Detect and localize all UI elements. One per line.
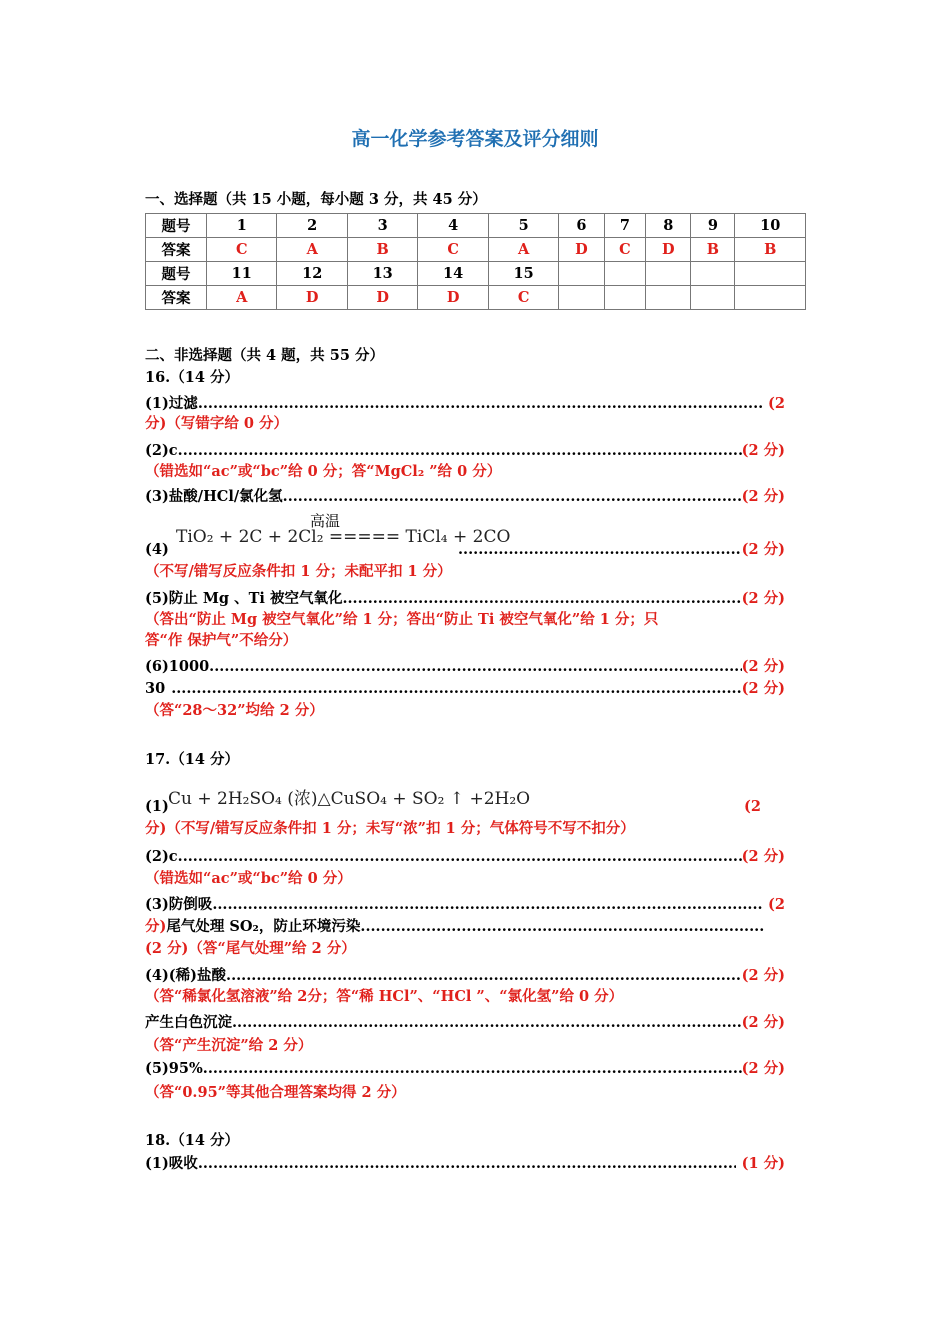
score: (2 分)	[741, 680, 785, 697]
leader-dots	[171, 679, 741, 699]
q17-answer-5-note: （答“0.95”等其他合理答案均得 2 分）	[145, 1084, 406, 1101]
answer-cell: A	[488, 238, 558, 262]
q16-answer-5-note: （答出“防止 Mg 被空气氧化”给 1 分；答出“防止 Ti 被空气氧化”给 1 分；只	[145, 611, 659, 628]
q17-answer-1	[145, 797, 785, 817]
q16-heading: 16.（14 分）	[145, 369, 239, 386]
table-row-answers-2	[146, 286, 806, 310]
answer-table	[145, 213, 806, 310]
q16-answer-5-note-2: 答“作 保护气”不给分）	[145, 632, 298, 649]
score: (2	[744, 798, 761, 815]
q17-answer-4-note: （答“稀氯化氢溶液”给 2分；答“稀 HCl”、“HCl ”、“氯化氢”给 0 分）	[145, 988, 624, 1005]
q18-answer-1	[145, 1154, 785, 1174]
q17-answer-4b	[145, 1013, 785, 1033]
q16-answer-3	[145, 487, 785, 507]
answer-cell: D	[418, 286, 488, 310]
table-cell	[735, 262, 806, 286]
score: (2 分)	[741, 488, 785, 505]
table-cell	[604, 286, 646, 310]
answer-text: (1)	[145, 798, 169, 815]
answer-cell: D	[347, 286, 417, 310]
table-cell: 7	[604, 214, 646, 238]
table-cell: 6	[559, 214, 604, 238]
leader-dots	[198, 1154, 736, 1174]
answer-cell: B	[347, 238, 417, 262]
q16-answer-6-note: （答“28～32”均给 2 分）	[145, 702, 324, 719]
table-cell: 4	[418, 214, 488, 238]
q16-answer-5	[145, 589, 785, 609]
answer-cell: D	[646, 238, 691, 262]
table-cell: 10	[735, 214, 806, 238]
q16-answer-6b	[145, 679, 785, 699]
answer-text: (3)盐酸/HCl/氯化氢	[145, 488, 283, 505]
score: (2 分)	[741, 967, 785, 984]
q17-answer-4b-note: （答“产生沉淀”给 2 分）	[145, 1037, 313, 1054]
q17-heading: 17.（14 分）	[145, 751, 239, 768]
answer-text: (3)防倒吸	[145, 896, 213, 913]
answer-text: (1)过滤	[145, 395, 198, 412]
q16-answer-4-note: （不写/错写反应条件扣 1 分；未配平扣 1 分）	[145, 563, 452, 580]
answer-cell: D	[559, 238, 604, 262]
score: (2	[768, 395, 785, 412]
table-cell: 12	[277, 262, 347, 286]
q16-answer-1	[145, 394, 785, 414]
q17-answer-5	[145, 1059, 785, 1079]
leader-dots	[203, 1059, 742, 1079]
leader-dots	[178, 847, 742, 867]
q16-answer-1-note: 分)（写错字给 0 分）	[145, 415, 289, 432]
answer-cell: C	[604, 238, 646, 262]
answer-text: (2)c	[145, 442, 178, 459]
answer-text: (4)(稀)盐酸	[145, 967, 227, 984]
leader-dots	[178, 441, 742, 461]
answer-cell: D	[277, 286, 347, 310]
q16-equation: TiO₂ + 2C + 2Cl₂ ===== TiCl₄ + 2CO	[176, 527, 511, 547]
page-title: 高一化学参考答案及评分细则	[351, 128, 599, 150]
q16-answer-6a	[145, 657, 785, 677]
table-row-answers-1	[146, 238, 806, 262]
answer-text: 尾气处理 SO₂，防止环境污染	[166, 918, 361, 935]
score: (1 分)	[741, 1155, 785, 1172]
score: (2 分)	[741, 590, 785, 607]
table-cell: 13	[347, 262, 417, 286]
table-cell: 8	[646, 214, 691, 238]
reaction-condition: 高温	[310, 512, 341, 530]
answer-cell: C	[207, 238, 277, 262]
answer-cell: A	[277, 238, 347, 262]
q17-answer-3-note: (2 分)（答“尾气处理”给 2 分）	[145, 940, 356, 957]
q17-answer-3	[145, 895, 785, 915]
score: (2 分)	[741, 541, 785, 558]
table-row-questions-1	[146, 214, 806, 238]
table-cell: 5	[488, 214, 558, 238]
answer-text: (4)	[145, 541, 169, 558]
table-cell	[604, 262, 646, 286]
leader-dots	[232, 1013, 742, 1033]
table-cell: 15	[488, 262, 558, 286]
table-cell	[559, 286, 604, 310]
answer-text: 产生白色沉淀	[145, 1014, 232, 1031]
table-row-questions-2	[146, 262, 806, 286]
q18-heading: 18.（14 分）	[145, 1132, 239, 1149]
score: (2 分)	[741, 658, 785, 675]
table-cell: 2	[277, 214, 347, 238]
score: (2 分)	[741, 1060, 785, 1077]
leader-dots	[226, 966, 742, 986]
q17-answer-3-line2	[145, 917, 765, 937]
score: (2 分)	[741, 442, 785, 459]
answer-text: (6)1000	[145, 658, 210, 675]
q16-answer-4-score	[458, 540, 785, 560]
section2-heading: 二、非选择题（共 4 题，共 55 分）	[145, 347, 384, 364]
table-cell	[691, 286, 735, 310]
leader-dots	[198, 394, 762, 414]
table-cell: 9	[691, 214, 735, 238]
table-cell	[691, 262, 735, 286]
table-cell: 1	[207, 214, 277, 238]
answer-cell: A	[207, 286, 277, 310]
table-cell	[735, 286, 806, 310]
answer-cell: C	[488, 286, 558, 310]
answer-text: 30	[145, 680, 166, 697]
leader-dots	[283, 487, 742, 507]
table-cell: 14	[418, 262, 488, 286]
answer-text: (2)c	[145, 848, 178, 865]
score: (2 分)	[741, 848, 785, 865]
score: (2	[768, 896, 785, 913]
answer-cell: C	[418, 238, 488, 262]
leader-dots	[342, 589, 741, 609]
q17-answer-2-note: （错选如“ac”或“bc”给 0 分）	[145, 870, 352, 887]
answer-text: (1)吸收	[145, 1155, 198, 1172]
leader-dots	[458, 540, 742, 560]
answer-text: (5)防止 Mg 、Ti 被空气氧化	[145, 590, 343, 607]
row-label: 答案	[146, 238, 207, 262]
answer-cell: B	[735, 238, 806, 262]
answer-text: (5)95%	[145, 1060, 203, 1077]
answer-cell: B	[691, 238, 735, 262]
leader-dots	[360, 917, 765, 937]
row-label: 题号	[146, 214, 207, 238]
q16-answer-2	[145, 441, 785, 461]
leader-dots	[209, 657, 741, 677]
row-label: 答案	[146, 286, 207, 310]
q17-equation: Cu + 2H₂SO₄ (浓)△CuSO₄ + SO₂ ↑ +2H₂O	[168, 789, 531, 809]
q17-answer-4	[145, 966, 785, 986]
table-cell: 3	[347, 214, 417, 238]
section1-heading: 一、选择题（共 15 小题，每小题 3 分，共 45 分）	[145, 191, 487, 208]
score: (2 分)	[741, 1014, 785, 1031]
leader-dots	[212, 895, 762, 915]
q17-answer-2	[145, 847, 785, 867]
table-cell	[559, 262, 604, 286]
q17-answer-1-note: 分)（不写/错写反应条件扣 1 分；未写“浓”扣 1 分；气体符号不写不扣分）	[145, 820, 635, 837]
q16-answer-2-note: （错选如“ac”或“bc”给 0 分；答“MgCl₂ ”给 0 分）	[145, 463, 502, 480]
score: 分)	[145, 918, 167, 935]
table-cell	[646, 286, 691, 310]
table-cell: 11	[207, 262, 277, 286]
row-label: 题号	[146, 262, 207, 286]
table-cell	[646, 262, 691, 286]
